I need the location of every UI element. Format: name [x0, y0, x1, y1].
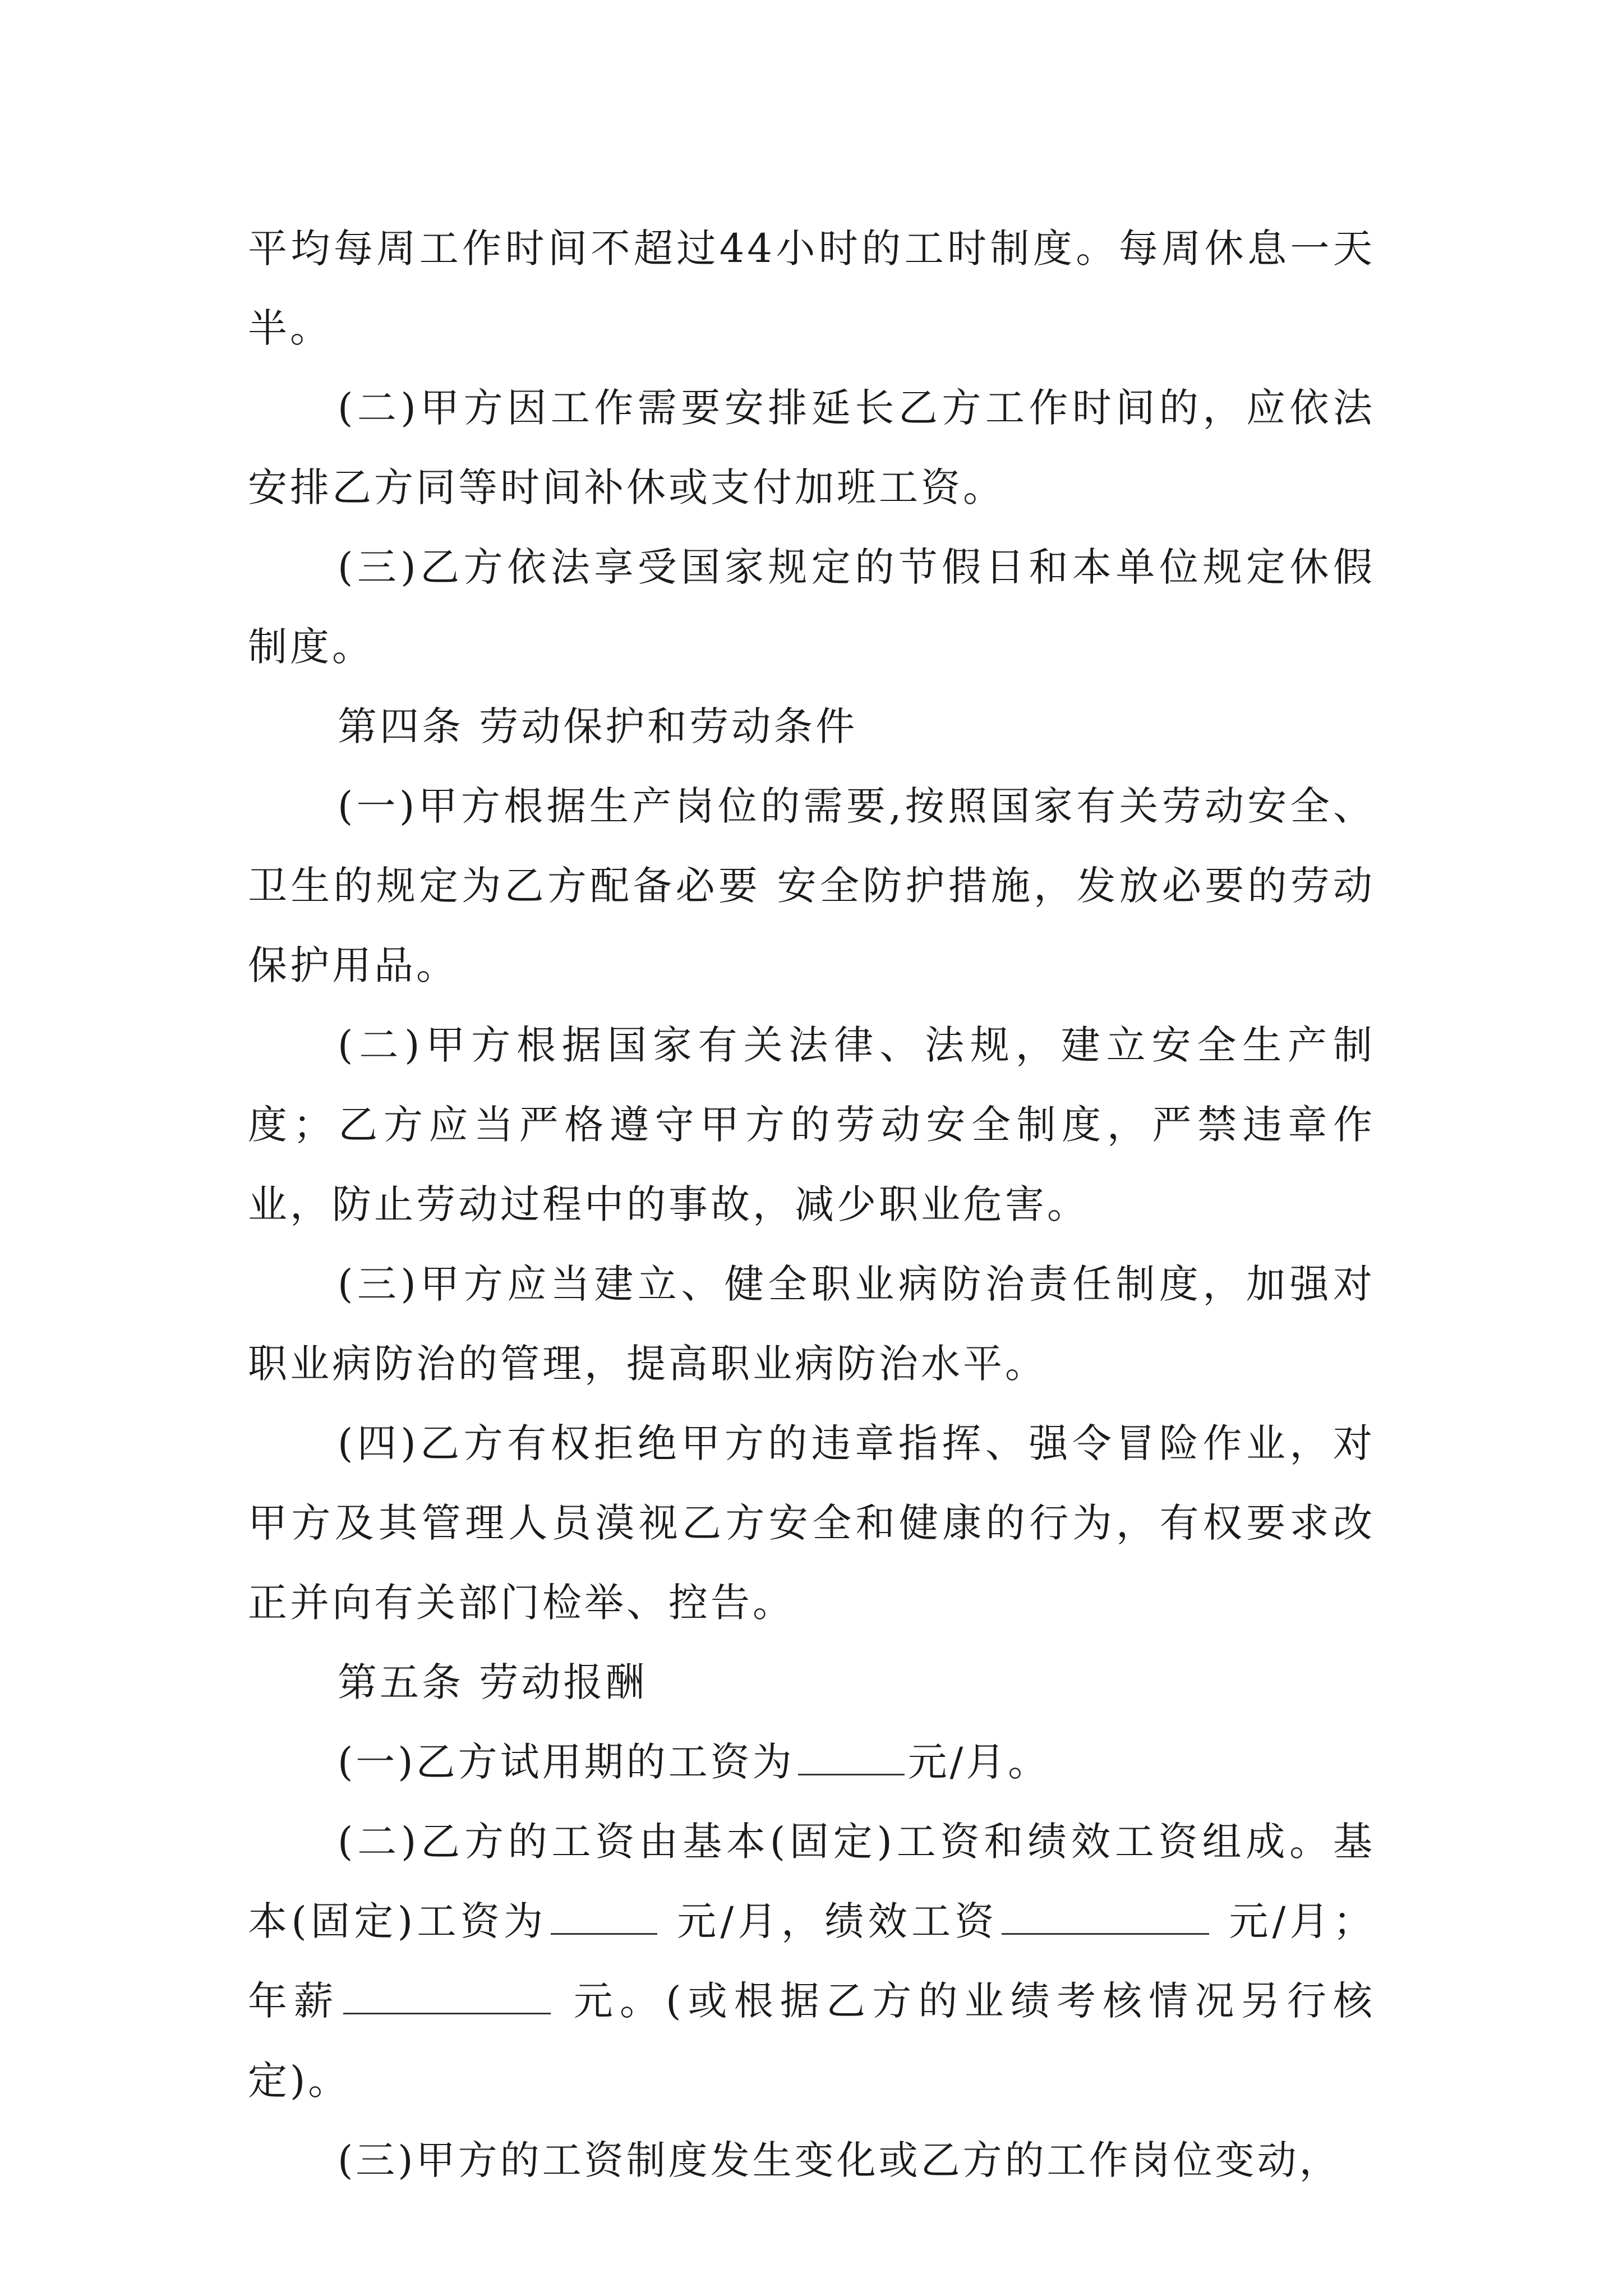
- probation-wage-unit: 元/月。: [907, 1739, 1050, 1785]
- probation-wage-blank[interactable]: [798, 1734, 905, 1775]
- paragraph-overtime: (二)甲方因工作需要安排延长乙方工作时间的，应依法安排乙方同等时间补休或支付加班工资。: [248, 385, 1375, 510]
- performance-wage-blank[interactable]: [1002, 1894, 1209, 1935]
- paragraph-safety-rules: (二)甲方根据国家有关法律、法规，建立安全生产制度；乙方应当严格遵守甲方的劳动安全制度，严禁违章作业，防止劳动过程中的事故，减少职业危害。: [248, 1022, 1375, 1227]
- annual-salary-unit: 元。(或根据乙方的业绩考核情况另行核定)。: [248, 1978, 1375, 2104]
- base-wage-label: (二)乙方的工资由基本(固定)工资和绩效工资组成。基本(固定)工资为: [248, 1819, 1375, 1944]
- base-wage-blank[interactable]: [551, 1894, 657, 1935]
- probation-wage-label: (一)乙方试用期的工资为: [338, 1739, 795, 1785]
- annual-salary-blank[interactable]: [343, 1973, 551, 2014]
- document-body: [248, 209, 1375, 2200]
- article-4-heading: 第四条 劳动保护和劳动条件: [338, 703, 858, 749]
- paragraph-occupational-disease: (三)甲方应当建立、健全职业病防治责任制度，加强对职业病防治的管理，提高职业病防治水平。: [248, 1261, 1375, 1387]
- paragraph-work-hours: 平均每周工作时间不超过44小时的工时制度。每周休息一天半。: [248, 226, 1375, 351]
- paragraph-wage-changes: (三)甲方的工资制度发生变化或乙方的工作岗位变动，: [338, 2137, 1341, 2183]
- paragraph-wage-composition: [248, 1802, 1375, 2120]
- performance-wage-label: 元/月，绩效工资: [660, 1898, 998, 1944]
- article-5-heading: 第五条 劳动报酬: [338, 1659, 648, 1705]
- paragraph-protection-equipment: (一)甲方根据生产岗位的需要,按照国家有关劳动安全、卫生的规定为乙方配备必要 安全防护措施，发放必要的劳动保护用品。: [248, 783, 1375, 988]
- annual-salary-label: 元/月；年薪: [248, 1898, 1376, 2024]
- paragraph-probation-wage: [248, 1722, 1375, 1802]
- paragraph-refuse-orders: (四)乙方有权拒绝甲方的违章指挥、强令冒险作业，对甲方及其管理人员漠视乙方安全和健康的行为，有权要求改正并向有关部门检举、控告。: [248, 1420, 1375, 1626]
- paragraph-holidays: (三)乙方依法享受国家规定的节假日和本单位规定休假制度。: [248, 544, 1375, 670]
